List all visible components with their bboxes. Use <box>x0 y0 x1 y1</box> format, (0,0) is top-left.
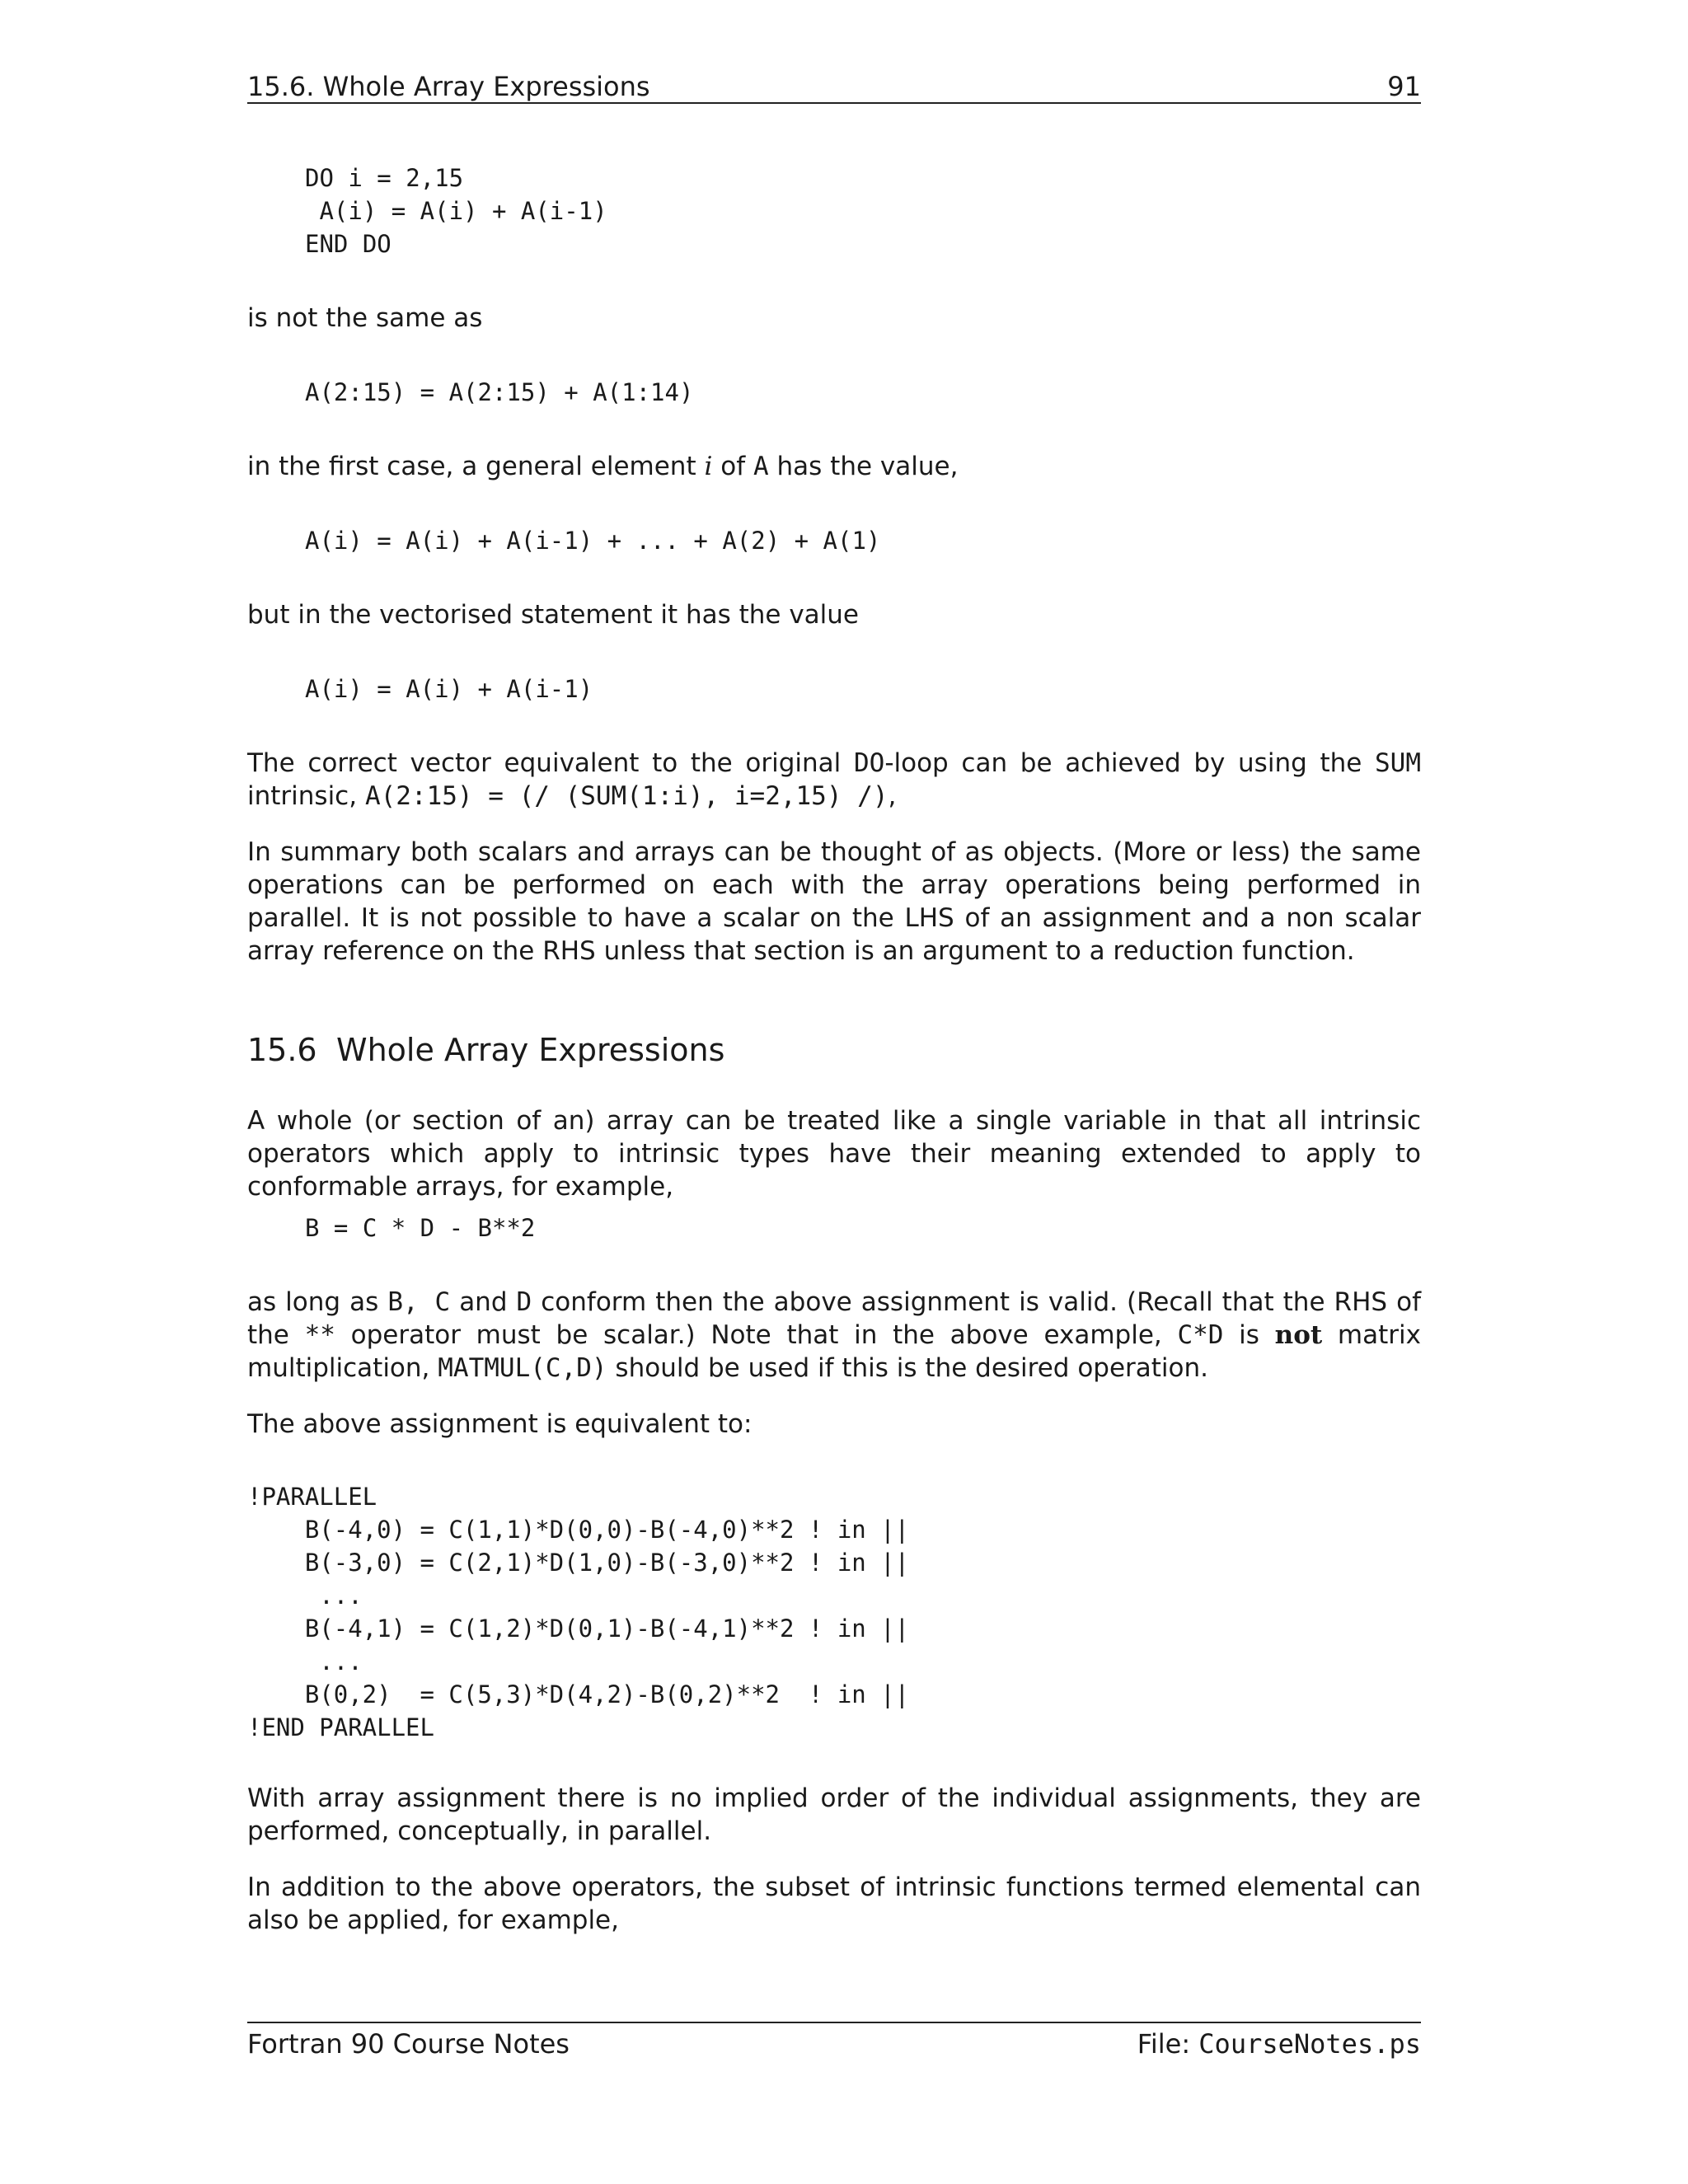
paragraph-elemental: In addition to the above operators, the subset of intrinsic functions termed elemental can also be applied, for example, <box>247 1872 1421 1935</box>
code-block-expression: B = C * D - B**2 <box>305 1214 536 1242</box>
code-block-array-section: A(2:15) = A(2:15) + A(1:14) <box>305 378 694 406</box>
paragraph-equivalent-to: The above assignment is equivalent to: <box>247 1409 753 1439</box>
paragraph-not-same: is not the same as <box>247 303 483 333</box>
paragraph-first-case: in the first case, a general element i of A has the value, <box>247 452 959 481</box>
code-block-parallel: !PARALLEL B(-4,0) = C(1,1)*D(0,0)-B(-4,0)**2 ! in || B(-3,0) = C(2,1)*D(1,0)-B(-3,0)**2 ! in || ... B(-4,1) = C(1,2)*D(0,1)-B(-4,1)**2 ! in || ... B(0,2) = C(5,3)*D(4,2)-B(0,2)**2 ! in || !END PARALLEL <box>247 1483 910 1741</box>
section-number: 15.6 <box>247 1032 317 1068</box>
paragraph-conform: as long as B, C and D conform then the above assignment is valid. (Recall that the RHS of the ** operator must be scalar.) Note that in the above example, C*D is not matrix multiplication, MATMUL(C,D) should be used if this is the desired operation. <box>247 1287 1422 1383</box>
paragraph-vectorised: but in the vectorised statement it has the value <box>247 600 860 630</box>
document-page <box>247 0 1421 2184</box>
section-heading <box>247 1030 724 1070</box>
code-block-general-element: A(i) = A(i) + A(i-1) + ... + A(2) + A(1) <box>305 527 881 555</box>
paragraph-whole-array: A whole (or section of an) array can be treated like a single variable in that all intrinsic operators which apply to intrinsic types have their meaning extended to apply to conformable arrays, for example, <box>247 1106 1421 1202</box>
page-number: 91 <box>1387 71 1421 102</box>
paragraph-summary: In summary both scalars and arrays can be thought of as objects. (More or less) the same operations can be performed on each with the array operations being performed in parallel. It is not possible to have a scalar on the LHS of an assignment and a non scalar array reference on the RHS unless that section is an argument to a reduction function. <box>247 837 1421 966</box>
paragraph-correct-equivalent: The correct vector equivalent to the original DO-loop can be achieved by using the SUM intrinsic, A(2:15) = (/ (SUM(1:i), i=2,15) /), <box>247 748 1421 811</box>
running-footer <box>247 2022 1421 2064</box>
header-section-title: 15.6. Whole Array Expressions <box>247 71 650 102</box>
running-header <box>247 64 1421 104</box>
paragraph-no-implied-order: With array assignment there is no implied order of the individual assignments, they are performed, conceptually, in parallel. <box>247 1783 1421 1846</box>
section-title: Whole Array Expressions <box>336 1032 725 1068</box>
code-block-vectorised-value: A(i) = A(i) + A(i-1) <box>305 675 593 703</box>
footer-title: Fortran 90 Course Notes <box>247 2028 570 2060</box>
footer-file: File: CourseNotes.ps <box>1137 2028 1421 2060</box>
code-block-do-loop: DO i = 2,15 A(i) = A(i) + A(i-1) END DO <box>305 164 607 258</box>
